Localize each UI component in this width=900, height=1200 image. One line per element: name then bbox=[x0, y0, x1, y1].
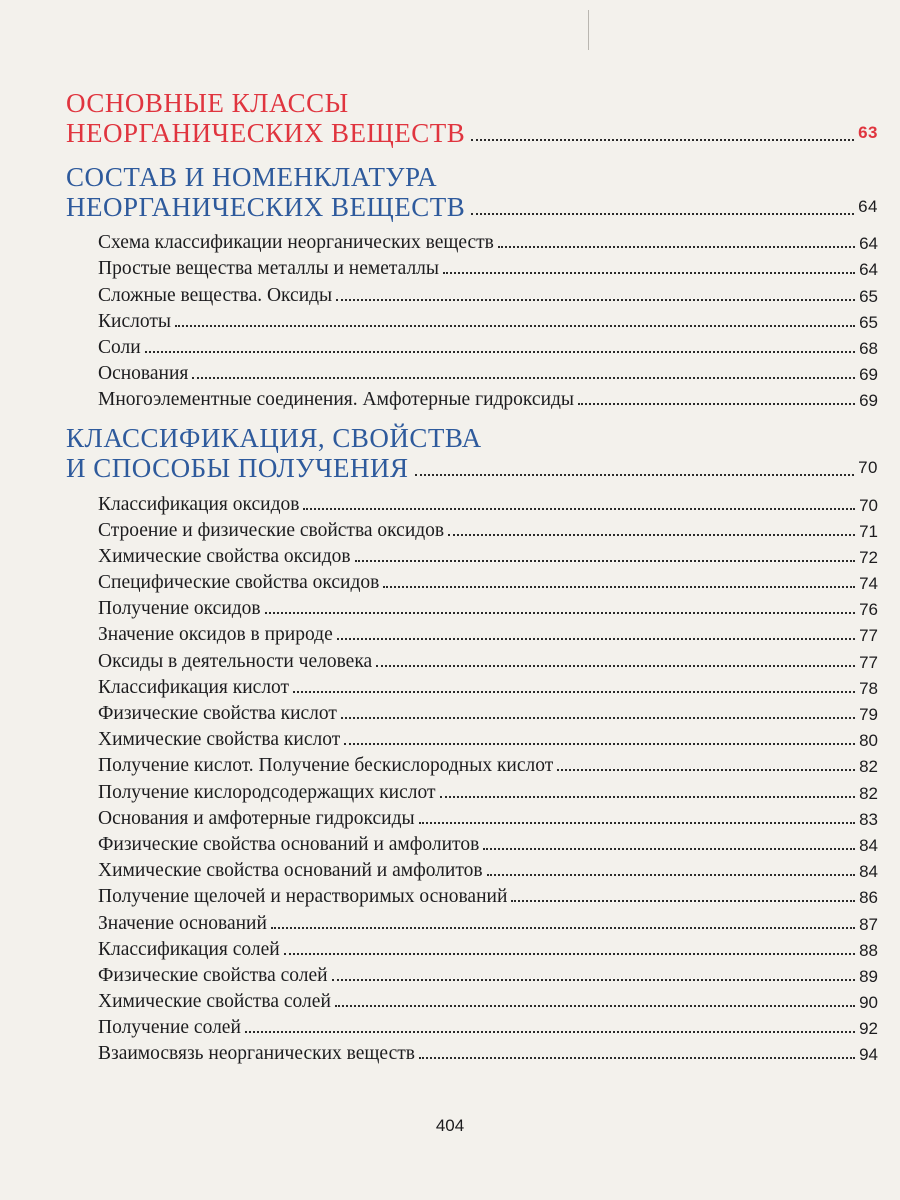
entry-title: Основания bbox=[98, 363, 189, 385]
toc-entry[interactable] bbox=[66, 280, 878, 306]
toc-entry[interactable] bbox=[66, 646, 878, 672]
entry-page: 78 bbox=[859, 678, 878, 698]
toc-entry[interactable] bbox=[66, 935, 878, 961]
page-fold-line bbox=[588, 10, 589, 50]
entry-page: 65 bbox=[859, 312, 878, 332]
toc-entry[interactable] bbox=[66, 751, 878, 777]
dot-leader bbox=[471, 213, 854, 215]
toc-entry[interactable] bbox=[66, 359, 878, 385]
entry-title: Классификация оксидов bbox=[98, 493, 300, 515]
dot-leader bbox=[271, 927, 855, 929]
dot-leader bbox=[192, 377, 855, 379]
section-heading-text: И СПОСОБЫ ПОЛУЧЕНИЯ bbox=[66, 453, 409, 484]
section-page-number: 64 bbox=[858, 197, 878, 216]
toc-entry[interactable] bbox=[66, 568, 878, 594]
toc-entry[interactable] bbox=[66, 987, 878, 1013]
dot-leader bbox=[483, 848, 855, 850]
toc-entry[interactable] bbox=[66, 620, 878, 646]
entry-page: 83 bbox=[859, 809, 878, 829]
entry-title: Химические свойства солей bbox=[98, 991, 331, 1013]
entry-page: 89 bbox=[859, 966, 878, 986]
entry-page: 92 bbox=[859, 1019, 878, 1039]
entry-title: Химические свойства оснований и амфолитов bbox=[98, 860, 483, 882]
entry-title: Химические свойства кислот bbox=[98, 729, 341, 751]
entry-list bbox=[66, 228, 878, 411]
dot-leader bbox=[498, 246, 855, 248]
entry-page: 65 bbox=[859, 286, 878, 306]
toc-entry[interactable] bbox=[66, 725, 878, 751]
dot-leader bbox=[175, 325, 855, 327]
entry-title: Получение кислородсодержащих кислот bbox=[98, 781, 436, 803]
toc-entry[interactable] bbox=[66, 856, 878, 882]
entry-page: 70 bbox=[859, 495, 878, 515]
dot-leader bbox=[578, 403, 855, 405]
dot-leader bbox=[419, 1057, 855, 1059]
entry-page: 79 bbox=[859, 705, 878, 724]
dot-leader bbox=[303, 508, 855, 510]
section-heading-line-2 bbox=[66, 192, 878, 222]
entry-page: 76 bbox=[859, 600, 878, 620]
entry-title: Кислоты bbox=[98, 310, 171, 332]
entry-title: Физические свойства кислот bbox=[98, 703, 337, 724]
entry-title: Соли bbox=[98, 336, 141, 358]
dot-leader bbox=[265, 612, 855, 614]
entry-page: 72 bbox=[859, 547, 878, 567]
entry-title: Значение оснований bbox=[98, 912, 267, 934]
dot-leader bbox=[336, 299, 855, 301]
dot-leader bbox=[383, 586, 855, 588]
toc-entry[interactable] bbox=[66, 699, 878, 725]
entry-page: 64 bbox=[859, 234, 878, 254]
entry-title: Взаимосвязь неорганических веществ bbox=[98, 1043, 415, 1065]
section-heading-line-1: СОСТАВ И НОМЕНКЛАТУРА bbox=[66, 162, 438, 192]
entry-page: 82 bbox=[859, 783, 878, 803]
dot-leader bbox=[419, 822, 855, 824]
entry-list bbox=[66, 489, 878, 1065]
entry-page: 64 bbox=[859, 260, 878, 280]
entry-page: 80 bbox=[859, 731, 878, 751]
entry-title: Многоэлементные соединения. Амфотерные гидроксиды bbox=[98, 389, 575, 411]
entry-page: 82 bbox=[859, 757, 878, 777]
section-heading bbox=[66, 423, 878, 483]
dot-leader bbox=[511, 900, 855, 902]
toc-entry[interactable] bbox=[66, 908, 878, 934]
entry-title: Получение солей bbox=[98, 1017, 241, 1039]
toc-entry[interactable] bbox=[66, 1013, 878, 1039]
entry-page: 86 bbox=[859, 888, 878, 908]
dot-leader bbox=[341, 717, 855, 719]
entry-page: 88 bbox=[859, 940, 878, 960]
entry-page: 68 bbox=[859, 338, 878, 358]
section-composition bbox=[66, 162, 878, 411]
toc-entry[interactable] bbox=[66, 333, 878, 359]
page-number: 404 bbox=[435, 1116, 465, 1135]
table-of-contents bbox=[66, 88, 878, 1065]
dot-leader bbox=[355, 560, 855, 562]
entry-title: Классификация кислот bbox=[98, 676, 290, 698]
entry-page: 71 bbox=[859, 521, 878, 541]
entry-page: 69 bbox=[859, 365, 878, 385]
dot-leader bbox=[245, 1031, 855, 1033]
toc-entry[interactable] bbox=[66, 777, 878, 803]
entry-title: Получение кислот. Получение бескислородных кислот bbox=[98, 755, 554, 777]
entry-page: 84 bbox=[859, 862, 878, 882]
section-heading-line-1: ОСНОВНЫЕ КЛАССЫ bbox=[66, 88, 349, 118]
entry-title: Значение оксидов в природе bbox=[98, 624, 333, 646]
section-heading bbox=[66, 162, 878, 222]
dot-leader bbox=[293, 691, 855, 693]
section-main-classes bbox=[66, 88, 878, 148]
dot-leader bbox=[332, 979, 856, 981]
entry-title: Получение щелочей и нерастворимых оснований bbox=[98, 886, 508, 908]
dot-leader bbox=[487, 874, 855, 876]
toc-entry[interactable] bbox=[66, 594, 878, 620]
entry-title: Оксиды в деятельности человека bbox=[98, 650, 373, 672]
toc-entry[interactable] bbox=[66, 830, 878, 856]
section-heading-text: НЕОРГАНИЧЕСКИХ ВЕЩЕСТВ bbox=[66, 192, 466, 222]
dot-leader bbox=[337, 638, 855, 640]
dot-leader bbox=[443, 272, 855, 274]
toc-entry[interactable] bbox=[66, 385, 878, 411]
toc-entry[interactable] bbox=[66, 1039, 878, 1065]
entry-title: Простые вещества металлы и неметаллы bbox=[98, 258, 440, 280]
section-page-number: 63 bbox=[858, 123, 878, 142]
entry-title: Получение оксидов bbox=[98, 598, 261, 620]
toc-entry[interactable] bbox=[66, 882, 878, 908]
toc-entry[interactable] bbox=[66, 516, 878, 542]
toc-entry[interactable] bbox=[66, 542, 878, 568]
entry-page: 90 bbox=[859, 993, 878, 1013]
dot-leader bbox=[145, 351, 855, 353]
dot-leader bbox=[376, 665, 855, 667]
dot-leader bbox=[557, 769, 855, 771]
entry-title: Специфические свойства оксидов bbox=[98, 572, 380, 594]
toc-entry[interactable] bbox=[66, 804, 878, 830]
entry-page: 87 bbox=[859, 914, 878, 934]
entry-title: Физические свойства оснований и амфолитов bbox=[98, 833, 480, 855]
entry-title: Схема классификации неорганических веществ bbox=[98, 232, 494, 254]
entry-title: Физические свойства солей bbox=[98, 964, 328, 986]
section-heading-line-2 bbox=[66, 118, 878, 148]
entry-page: 77 bbox=[859, 626, 878, 646]
toc-entry[interactable] bbox=[66, 673, 878, 699]
dot-leader bbox=[284, 953, 855, 955]
toc-entry[interactable] bbox=[66, 961, 878, 987]
section-heading-text: НЕОРГАНИЧЕСКИХ ВЕЩЕСТВ bbox=[66, 118, 466, 148]
toc-entry[interactable] bbox=[66, 228, 878, 254]
entry-page: 84 bbox=[859, 835, 878, 855]
entry-title: Химические свойства оксидов bbox=[98, 545, 351, 567]
entry-title: Строение и физические свойства оксидов bbox=[98, 519, 445, 541]
toc-entry[interactable] bbox=[66, 307, 878, 333]
dot-leader bbox=[335, 1005, 855, 1007]
dot-leader bbox=[448, 534, 855, 536]
section-heading-line-1: КЛАССИФИКАЦИЯ, СВОЙСТВА bbox=[66, 423, 482, 454]
dot-leader bbox=[471, 139, 854, 141]
dot-leader bbox=[440, 796, 856, 798]
entry-page: 69 bbox=[859, 391, 878, 411]
dot-leader bbox=[415, 474, 855, 476]
section-classification bbox=[66, 423, 878, 1065]
toc-entry[interactable] bbox=[66, 254, 878, 280]
entry-page: 94 bbox=[859, 1045, 878, 1065]
section-heading bbox=[66, 88, 878, 148]
entry-page: 74 bbox=[859, 574, 878, 594]
dot-leader bbox=[344, 743, 855, 745]
entry-page: 77 bbox=[859, 652, 878, 672]
section-heading-line-2 bbox=[66, 453, 878, 483]
entry-title: Классификация солей bbox=[98, 938, 280, 960]
entry-title: Сложные вещества. Оксиды bbox=[98, 284, 333, 306]
entry-title: Основания и амфотерные гидроксиды bbox=[98, 807, 415, 829]
toc-entry[interactable] bbox=[66, 489, 878, 515]
section-page-number: 70 bbox=[858, 458, 878, 478]
